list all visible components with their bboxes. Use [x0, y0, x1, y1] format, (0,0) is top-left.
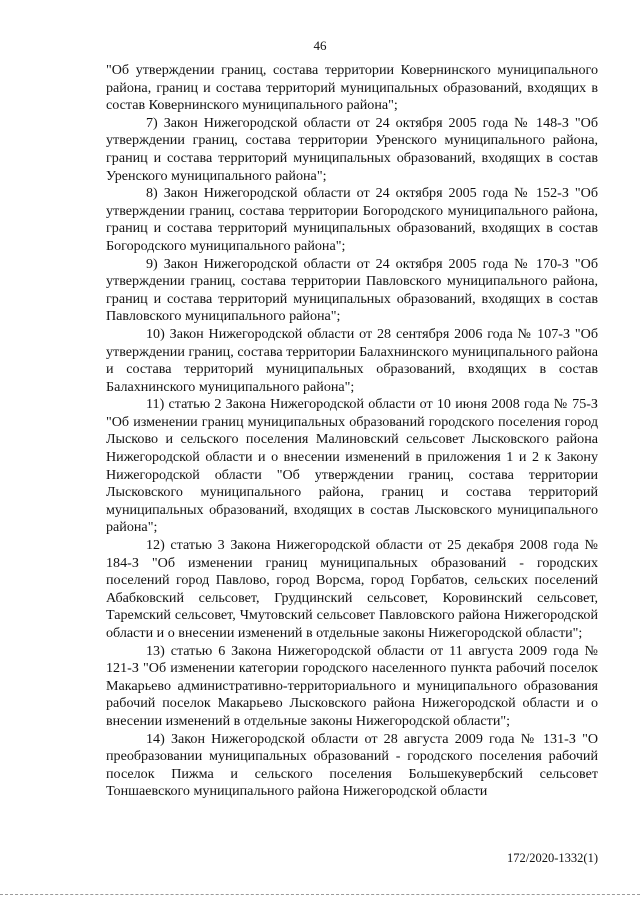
page-bottom-divider	[0, 894, 640, 896]
paragraph-item: 9) Закон Нижегородской области от 24 октября 2005 года № 170-З "Об утверждении границ, состава территории Павловского муниципального района, границ и состава территорий муниципальных образований, входящих в состав Павловского муниципального района";	[106, 255, 598, 325]
paragraph-item: 11) статью 2 Закона Нижегородской области от 10 июня 2008 года № 75-З "Об изменении границ муниципальных образований городского поселения город Лысково и сельского поселения Малиновский сельсовет Лысковского района Нижегородской области и о внесении изменений в приложения 1 и 2 к Закону Нижегородской области "Об утверждении границ, состава территории Лысковского муниципального района, границ и состава территорий муниципальных образований, входящих в состав Лысковского муниципального района";	[106, 396, 598, 536]
paragraph-item: 10) Закон Нижегородской области от 28 сентября 2006 года № 107-З "Об утверждении границ, состава территории Балахнинского муниципального района и состава территорий муниципальных образований, входящих в состав Балахнинского муниципального района";	[106, 325, 598, 395]
paragraph-item: 12) статью 3 Закона Нижегородской области от 25 декабря 2008 года № 184-З "Об изменении границ муниципальных образований - городских поселений город Павлово, город Ворсма, город Горбатов, сельских поселений Абабковский сельсовет, Грудцинский сельсовет, Коровинский сельсовет, Таремский сельсовет, Чмутовский сельсовет Павловского района Нижегородской области и о внесении изменений в отдельные законы Нижегородской области";	[106, 537, 598, 641]
page-number: 46	[313, 38, 327, 53]
paragraph-item: 7) Закон Нижегородской области от 24 октября 2005 года № 148-З "Об утверждении границ, состава территории Уренского муниципального района, границ и состава территорий муниципальных образований, входящих в состав Уренского муниципального района";	[106, 114, 598, 184]
paragraph-item: "Об утверждении границ, состава территории Ковернинского муниципального района, границ и состава территорий муниципальных образований, входящих в состав Ковернинского муниципального района";	[106, 62, 598, 114]
document-body	[106, 62, 598, 801]
document-registration-code: 172/2020-1332(1)	[507, 851, 598, 865]
paragraph-item: 14) Закон Нижегородской области от 28 августа 2009 года № 131-З "О преобразовании муниципальных образований - городского поселения рабочий поселок Пижма и сельского поселения Большекувербский сельсовет Тоншаевского муниципального района Нижегородской области	[106, 730, 598, 800]
paragraph-item: 13) статью 6 Закона Нижегородской области от 11 августа 2009 года № 121-З "Об изменении категории городского населенного пункта рабочий поселок Макарьево административно-территориального и муниципального образования рабочий поселок Макарьево Лысковского района Нижегородской области и о внесении изменений в отдельные законы Нижегородской области";	[106, 642, 598, 729]
paragraph-item: 8) Закон Нижегородской области от 24 октября 2005 года № 152-З "Об утверждении границ, состава территории Богородского муниципального района, границ и состава территорий муниципальных образований, входящих в состав Богородского муниципального района";	[106, 185, 598, 254]
